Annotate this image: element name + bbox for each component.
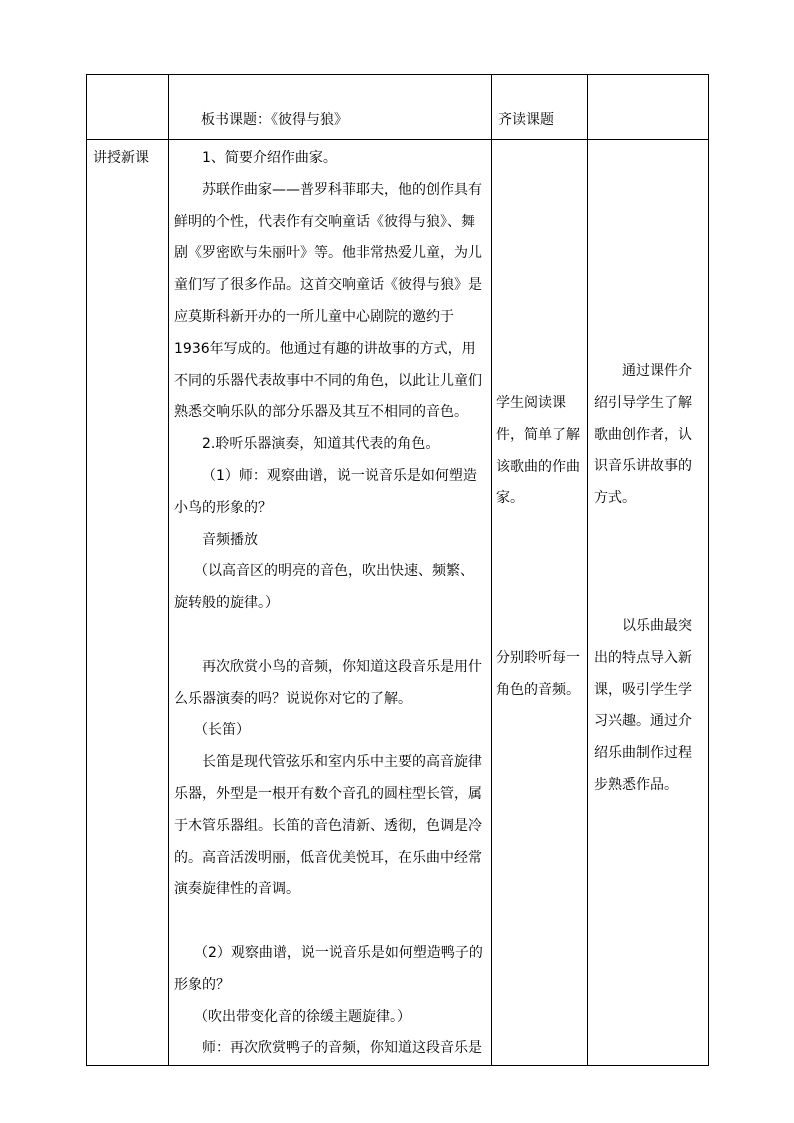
teacher-line: （吹出带变化音的徐缓主题旋律。） xyxy=(194,1008,411,1025)
teacher-line: 1、简要介绍作曲家。 xyxy=(202,150,337,166)
section-label: 讲授新课 xyxy=(93,150,149,166)
section-label-cell xyxy=(87,140,169,1066)
teacher-activity-cell xyxy=(169,140,492,1066)
content-row xyxy=(87,140,709,1066)
lesson-plan-table xyxy=(86,74,709,1066)
board-title: 板书课题：《彼得与狼》 xyxy=(201,112,348,129)
teacher-line: 再次欣赏小鸟的音频，你知道这段音乐是用什么乐器演奏的吗？说说你对它的了解。 xyxy=(174,658,482,707)
design-intent-cell xyxy=(588,140,709,1066)
teacher-line: 2.聆听乐器演奏，知道其代表的角色。 xyxy=(202,436,440,453)
student-activity-header-cell xyxy=(492,75,588,140)
teacher-line: 音频播放 xyxy=(202,531,258,548)
teacher-line: 苏联作曲家——普罗科菲耶夫，他的创作具有鲜明的个性，代表作有交响童话《彼得与狼》、舞剧《罗密欧与朱丽叶》等。他非常热爱儿童，为儿童们写了很多作品。这首交响童话《彼得与狼》是应莫斯科新开办的一所儿童中心剧院的邀约于1936年写成的。他通过有趣的讲故事的方式，用不同的乐器代表故事中不同的角色，以此让儿童们熟悉交响乐队的部分乐器及其互不相同的音色。 xyxy=(174,181,482,421)
student-note: 分别聆听每一角色的音频。 xyxy=(496,650,580,698)
design-note: 以乐曲最突出的特点导入新课，吸引学生学习兴趣。通过介绍乐曲制作过程步熟悉作品。 xyxy=(594,618,692,793)
student-activity-cell xyxy=(492,140,588,1066)
teacher-line: （1）师：观察曲谱，说一说音乐是如何塑造小鸟的形象的？ xyxy=(174,467,477,516)
header-empty-cell xyxy=(87,75,169,140)
header-row xyxy=(87,75,709,140)
teacher-line: 长笛是现代管弦乐和室内乐中主要的高音旋律乐器，外型是一根开有数个音孔的圆柱型长管，属于木管乐器组。长笛的音色清新、透彻，色调是冷的。高音活泼明丽，低音优美悦耳，在乐曲中经常演奏旋律性的音调。 xyxy=(174,754,482,898)
design-header-empty-cell xyxy=(588,75,709,140)
teacher-line: （2）观察曲谱，说一说音乐是如何塑造鸭子的形象的？ xyxy=(174,944,483,993)
teacher-line: （长笛） xyxy=(194,722,250,739)
board-title-cell xyxy=(169,75,492,140)
student-note: 学生阅读课件，简单了解该歌曲的作曲家。 xyxy=(496,395,580,507)
teacher-line: 师：再次欣赏鸭子的音频，你知道这段音乐是 xyxy=(202,1040,482,1057)
teacher-line: （以高音区的明亮的音色，吹出快速、频繁、旋转般的旋律。） xyxy=(174,563,474,612)
student-activity-title: 齐读课题 xyxy=(498,112,554,129)
design-note: 通过课件介绍引导学生了解歌曲创作者，认识音乐讲故事的方式。 xyxy=(594,363,692,507)
